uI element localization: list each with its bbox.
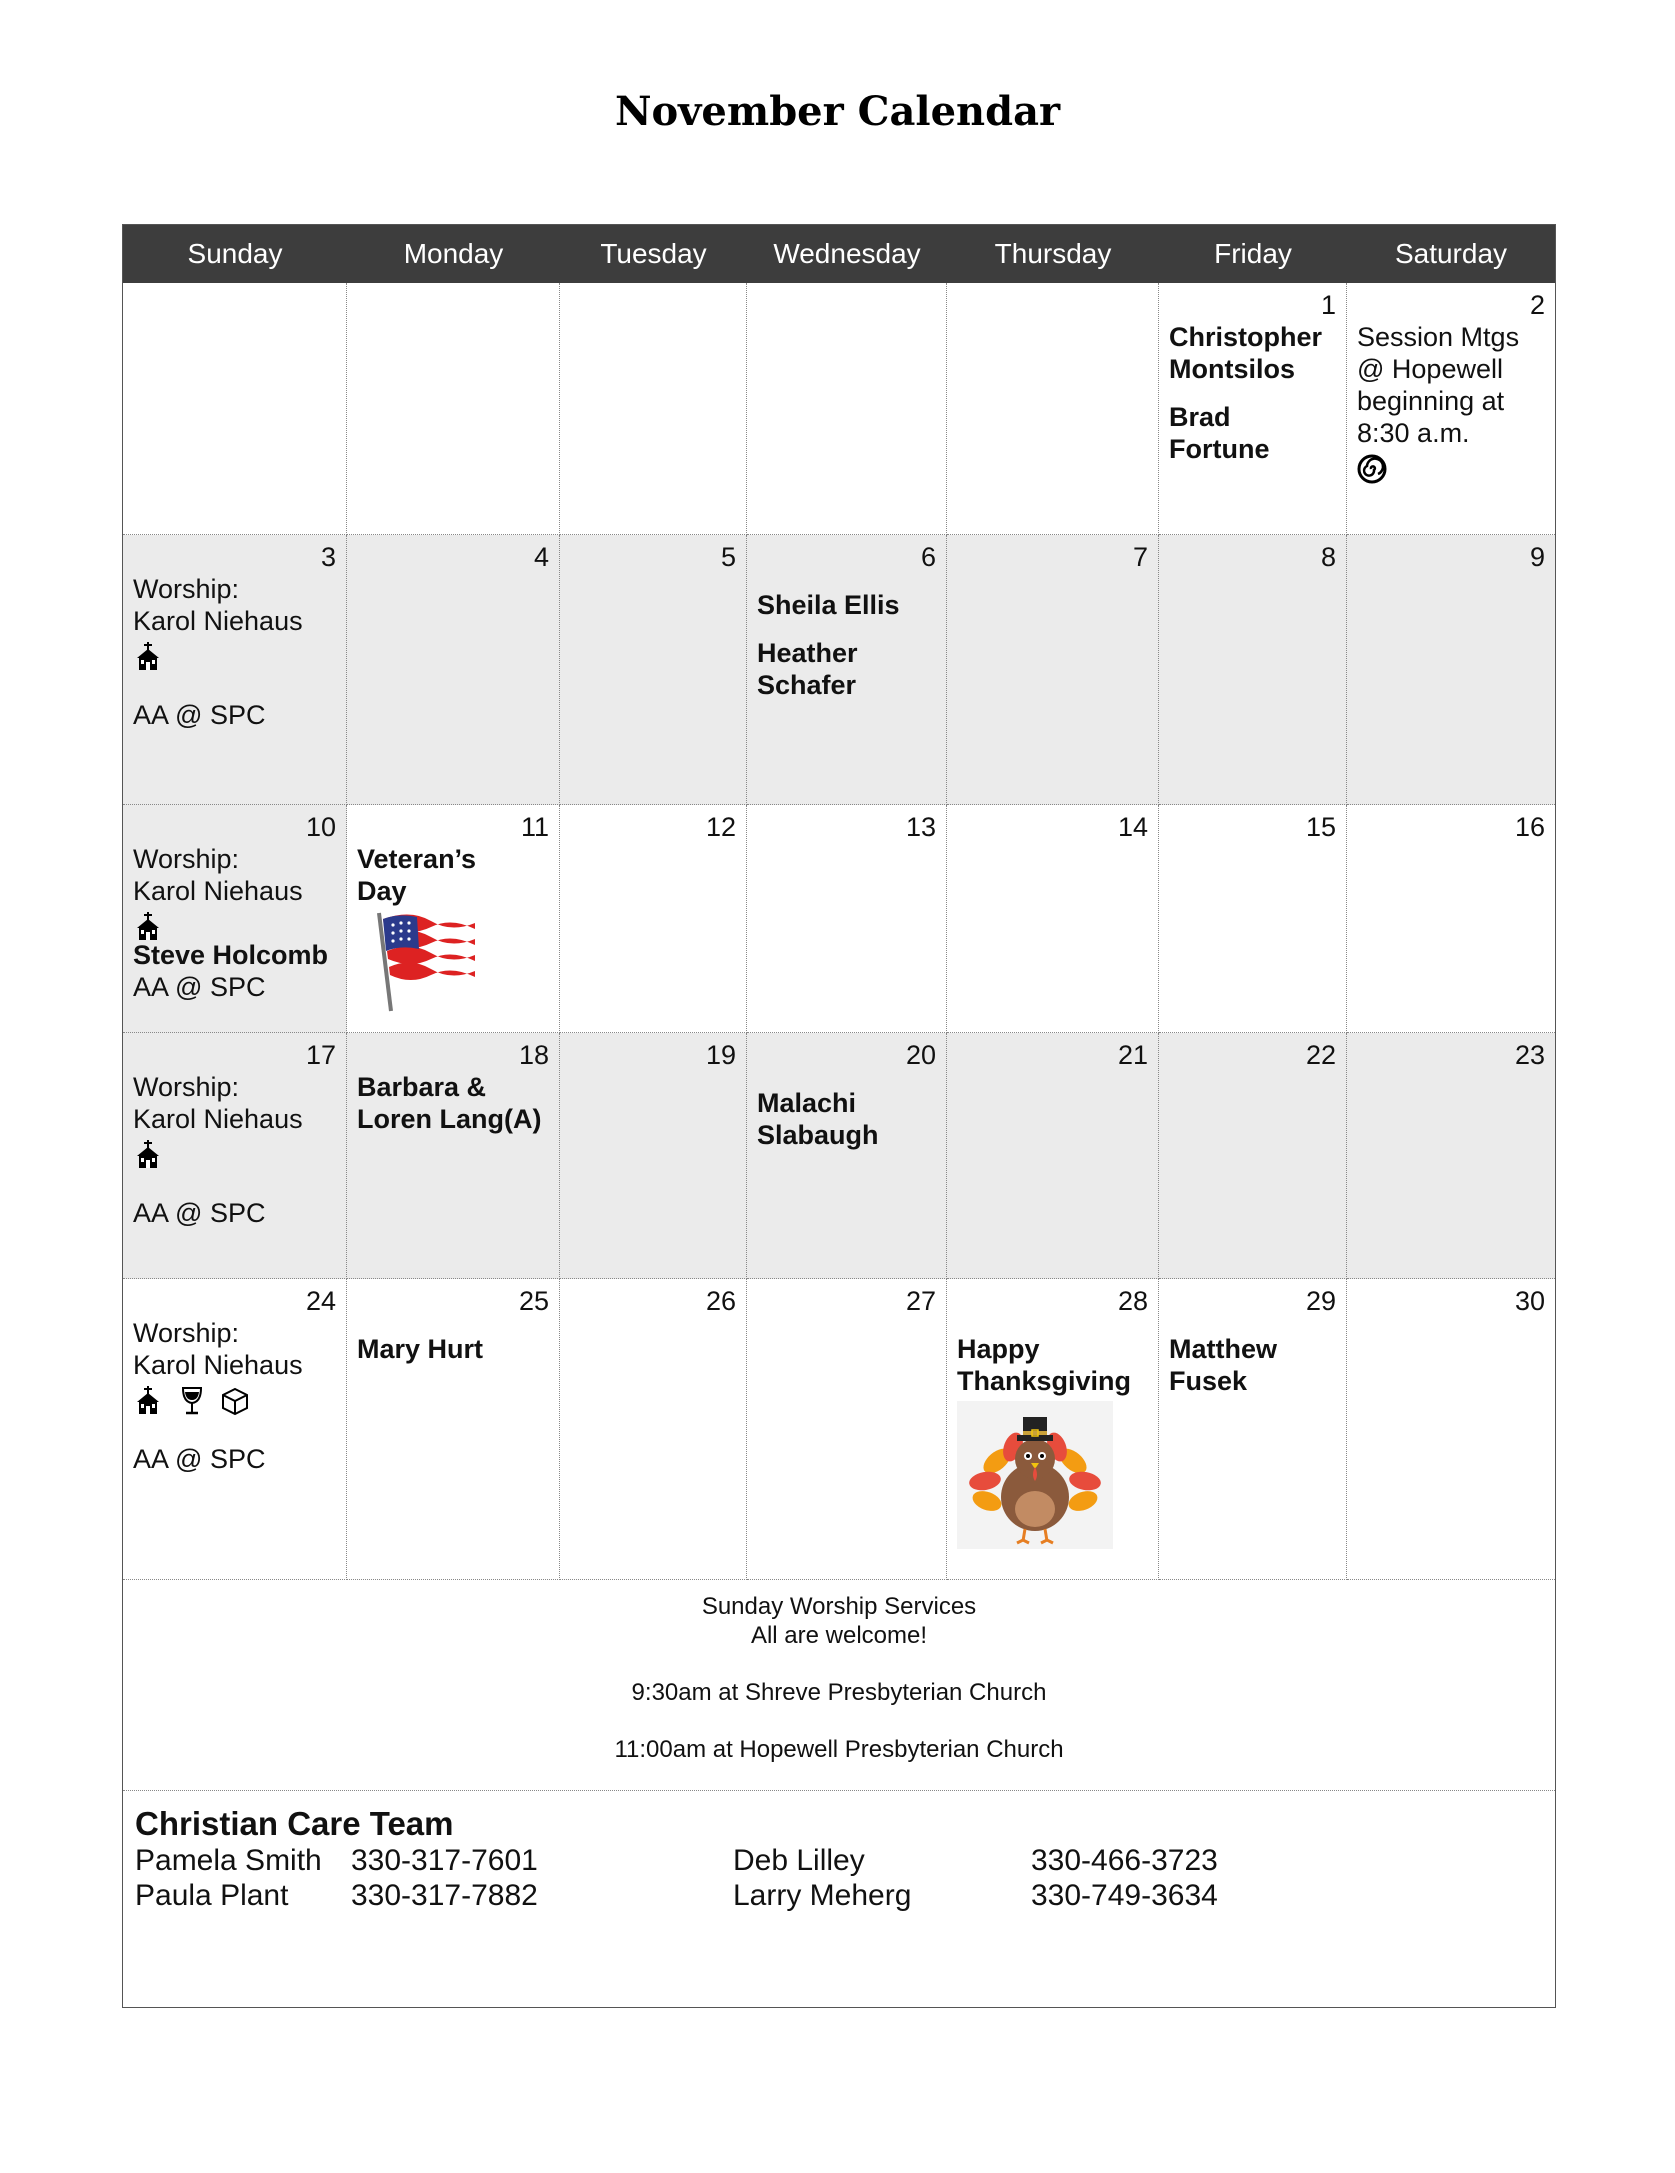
care-member-name: Deb Lilley [733, 1844, 865, 1877]
aa-meeting: AA @ SPC [133, 1444, 266, 1474]
day-cell-10 [123, 805, 347, 1033]
day-number: 10 [305, 812, 336, 842]
weekday-header [123, 225, 1555, 283]
services-time-hopewell: 11:00am at Hopewell Presbyterian Church [614, 1736, 1064, 1763]
day-cell-4 [347, 535, 560, 805]
birthday-name: Slabaugh [757, 1120, 879, 1150]
day-cell-19 [560, 1033, 747, 1279]
anniversary-name: Loren Lang(A) [357, 1104, 542, 1134]
day-cell-23 [1347, 1033, 1555, 1279]
day-cell-29 [1159, 1279, 1347, 1580]
birthday-name: Brad [1169, 402, 1231, 432]
day-cell-16 [1347, 805, 1555, 1033]
holiday-name: Day [357, 876, 407, 906]
birthday-name: Schafer [757, 670, 857, 700]
day-number: 7 [1132, 542, 1148, 572]
american-flag-icon [371, 909, 481, 1013]
day-number: 1 [1320, 290, 1336, 320]
aa-meeting: AA @ SPC [133, 700, 266, 730]
day-number: 9 [1529, 542, 1545, 572]
day-number: 6 [920, 542, 936, 572]
worship-leader: Karol Niehaus [133, 606, 303, 636]
weekday-wednesday: Wednesday [773, 238, 921, 269]
day-cell-18 [347, 1033, 560, 1279]
day-number: 16 [1514, 812, 1545, 842]
birthday-name: Matthew [1169, 1334, 1277, 1364]
day-number: 12 [705, 812, 736, 842]
birthday-name: Mary Hurt [357, 1334, 484, 1364]
day-cell-13 [747, 805, 947, 1033]
weekday-thursday: Thursday [994, 238, 1112, 269]
day-number: 29 [1305, 1286, 1336, 1316]
day-cell-12 [560, 805, 747, 1033]
day-number: 15 [1305, 812, 1336, 842]
worship-label: Worship: [133, 574, 240, 604]
day-cell-20 [747, 1033, 947, 1279]
care-team [135, 1805, 1545, 1915]
birthday-name: Montsilos [1169, 354, 1295, 384]
day-number: 18 [518, 1040, 549, 1070]
birthday-name: Christopher [1169, 322, 1323, 352]
holiday-name: Thanksgiving [957, 1366, 1132, 1396]
care-team-title: Christian Care Team [135, 1805, 454, 1842]
day-cell-21 [947, 1033, 1159, 1279]
calendar-grid [122, 224, 1556, 2008]
chalice-icon [179, 1386, 205, 1416]
day-cell-6 [747, 535, 947, 805]
day-number: 20 [905, 1040, 936, 1070]
day-number: 25 [518, 1286, 549, 1316]
day-number: 2 [1529, 290, 1545, 320]
day-cell-30 [1347, 1279, 1555, 1580]
day-cell-empty [747, 283, 947, 535]
aa-meeting: AA @ SPC [133, 972, 266, 1002]
day-cell-15 [1159, 805, 1347, 1033]
birthday-name: Heather [757, 638, 858, 668]
anniversary-name: Barbara & [357, 1072, 487, 1102]
day-cell-empty [347, 283, 560, 535]
spiral-icon [1357, 454, 1387, 484]
aa-meeting: AA @ SPC [133, 1198, 266, 1228]
care-member-name: Larry Meherg [733, 1879, 912, 1912]
services-time-shreve: 9:30am at Shreve Presbyterian Church [631, 1679, 1047, 1706]
day-number: 8 [1320, 542, 1336, 572]
care-member-name: Paula Plant [135, 1879, 289, 1912]
day-cell-empty [560, 283, 747, 535]
box-icon [220, 1386, 250, 1416]
day-cell-5 [560, 535, 747, 805]
care-member-name: Pamela Smith [135, 1844, 322, 1877]
birthday-name: Fusek [1169, 1366, 1248, 1396]
church-icon [133, 1386, 163, 1416]
day-cell-8 [1159, 535, 1347, 805]
event-text: beginning at [1357, 386, 1505, 416]
church-icon [133, 642, 163, 672]
day-number: 27 [905, 1286, 936, 1316]
day-cell-11 [347, 805, 560, 1033]
day-cell-28 [947, 1279, 1159, 1580]
day-cell-empty [123, 283, 347, 535]
day-number: 22 [1305, 1040, 1336, 1070]
holiday-name: Happy [957, 1334, 1040, 1364]
day-number: 5 [720, 542, 736, 572]
day-number: 19 [705, 1040, 736, 1070]
weekday-tuesday: Tuesday [600, 238, 707, 269]
day-cell-7 [947, 535, 1159, 805]
day-number: 21 [1117, 1040, 1148, 1070]
weekday-sunday: Sunday [187, 238, 283, 269]
day-number: 26 [705, 1286, 736, 1316]
worship-leader: Karol Niehaus [133, 1350, 303, 1380]
day-number: 4 [533, 542, 549, 572]
day-cell-24 [123, 1279, 347, 1580]
care-member-phone: 330-749-3634 [1031, 1879, 1218, 1912]
day-cell-26 [560, 1279, 747, 1580]
worship-leader: Karol Niehaus [133, 876, 303, 906]
day-cell-27 [747, 1279, 947, 1580]
church-icon [133, 1140, 163, 1170]
church-icon [133, 912, 163, 942]
day-number: 13 [905, 812, 936, 842]
event-text: @ Hopewell [1357, 354, 1503, 384]
day-cell-empty [947, 283, 1159, 535]
day-cell-9 [1347, 535, 1555, 805]
weekday-monday: Monday [403, 238, 504, 269]
care-member-phone: 330-466-3723 [1031, 1844, 1218, 1877]
event-text: 8:30 a.m. [1357, 418, 1470, 448]
services-heading: Sunday Worship Services [701, 1593, 977, 1620]
worship-label: Worship: [133, 1072, 240, 1102]
day-number: 23 [1514, 1040, 1545, 1070]
weekday-friday: Friday [1214, 238, 1292, 269]
day-cell-22 [1159, 1033, 1347, 1279]
birthday-name: Steve Holcomb [133, 940, 329, 970]
day-cell-3 [123, 535, 347, 805]
event-text: Session Mtgs [1357, 322, 1520, 352]
day-number: 14 [1117, 812, 1148, 842]
birthday-name: Fortune [1169, 434, 1270, 464]
day-number: 28 [1117, 1286, 1148, 1316]
services-welcome: All are welcome! [750, 1622, 928, 1649]
weekday-saturday: Saturday [1394, 238, 1508, 269]
day-cell-17 [123, 1033, 347, 1279]
day-cell-2 [1347, 283, 1555, 535]
day-number: 24 [305, 1286, 336, 1316]
pilgrim-turkey-icon [957, 1401, 1113, 1549]
holiday-name: Veteran’s [357, 844, 477, 874]
worship-leader: Karol Niehaus [133, 1104, 303, 1134]
worship-label: Worship: [133, 844, 240, 874]
day-number: 30 [1514, 1286, 1545, 1316]
worship-label: Worship: [133, 1318, 240, 1348]
day-number: 17 [305, 1040, 336, 1070]
birthday-name: Sheila Ellis [757, 590, 900, 620]
day-number: 11 [520, 812, 549, 842]
day-number: 3 [320, 542, 336, 572]
page-title: November Calendar [614, 88, 1061, 135]
worship-services-info [123, 1580, 1555, 1791]
care-member-phone: 330-317-7882 [351, 1879, 538, 1912]
day-cell-25 [347, 1279, 560, 1580]
day-cell-1 [1159, 283, 1347, 535]
day-cell-14 [947, 805, 1159, 1033]
birthday-name: Malachi [757, 1088, 857, 1118]
care-member-phone: 330-317-7601 [351, 1844, 538, 1877]
